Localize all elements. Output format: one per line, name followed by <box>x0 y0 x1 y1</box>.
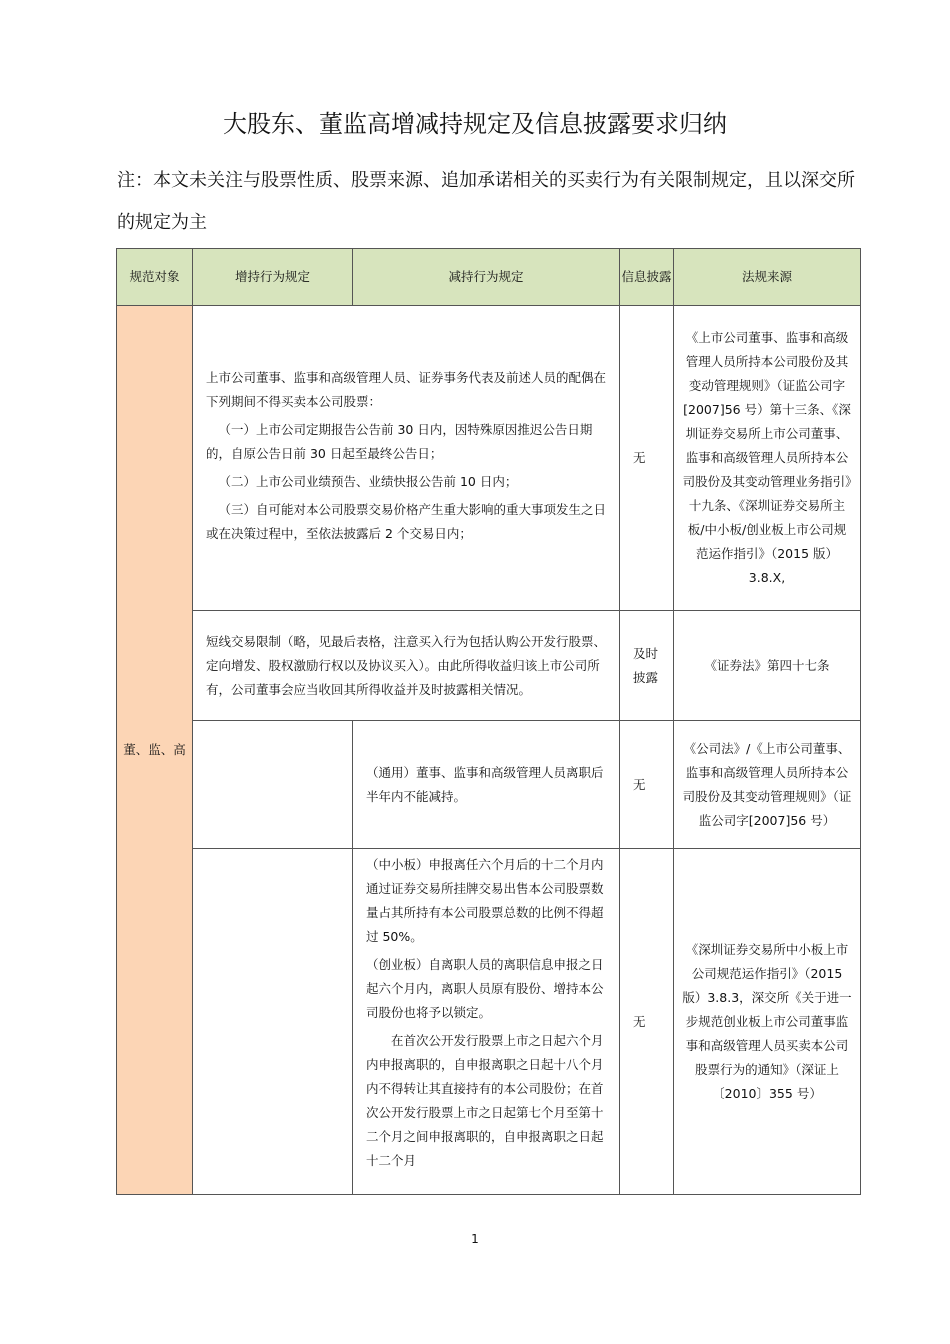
disclosure-cell: 及时披露 <box>620 611 674 721</box>
table-row <box>117 721 861 849</box>
disclosure-cell: 无 <box>620 849 674 1195</box>
document-title: 大股东、董监高增减持规定及信息披露要求归纳 <box>223 110 727 138</box>
source-cell: 《公司法》/《上市公司董事、监事和高级管理人员所持本公司股份及其变动管理规则》（证监公司字[2007]56 号） <box>674 721 861 849</box>
subject-text: 董、监、高 <box>123 742 186 757</box>
source-cell: 《上市公司董事、监事和高级管理人员所持本公司股份及其变动管理规则》（证监公司字[2007]56 号）第十三条、《深圳证券交易所上市公司董事、监事和高级管理人员所持本公司股份及其变动管理业务指引》十九条、《深圳证券交易所主板/中小板/创业板上市公司规范运作指引》（2015 版）3.8.X, <box>674 306 861 611</box>
disclosure-cell: 无 <box>620 306 674 611</box>
rule-item: （一）上市公司定期报告公告前 30 日内，因特殊原因推迟公告日期的，自原公告日前 30 日起至最终公告日； <box>206 422 593 461</box>
rule-intro: 上市公司董事、监事和高级管理人员、证券事务代表及前述人员的配偶在下列期间不得买卖本公司股票： <box>206 370 607 409</box>
increase-cell-empty <box>193 849 353 1195</box>
increase-cell-empty <box>193 721 353 849</box>
table-row <box>117 849 861 1195</box>
reduce-rule <box>353 849 620 1195</box>
header-disclosure: 信息披露 <box>620 249 674 306</box>
table-row <box>117 306 861 611</box>
short-swing-rule: 短线交易限制（略，见最后表格，注意买入行为包括认购公开发行股票、定向增发、股权激励行权以及协议买入）。由此所得收益归该上市公司所有，公司董事会应当收回其所得收益并及时披露相关情况。 <box>193 611 620 721</box>
header-source: 法规来源 <box>674 249 861 306</box>
rule-item: （三）自可能对本公司股票交易价格产生重大影响的重大事项发生之日或在决策过程中，至依法披露后 2 个交易日内； <box>206 502 607 541</box>
trading-window-rule <box>193 306 620 611</box>
source-cell: 《证券法》第四十七条 <box>674 611 861 721</box>
table-row <box>117 611 861 721</box>
subject-cell <box>117 306 193 1195</box>
reduce-rule: （通用）董事、监事和高级管理人员离职后半年内不能减持。 <box>353 721 620 849</box>
disclosure-cell: 无 <box>620 721 674 849</box>
source-cell: 《深圳证券交易所中小板上市公司规范运作指引》（2015 版）3.8.3，深交所《关于进一步规范创业板上市公司董事监事和高级管理人员买卖本公司股票行为的通知》（深证上〔2010〕355 号） <box>674 849 861 1195</box>
document-note: 注：本文未关注与股票性质、股票来源、追加承诺相关的买卖行为有关限制规定，且以深交所的规定为主 <box>117 170 855 233</box>
rule-paragraph: （创业板）自离职人员的离职信息申报之日起六个月内，离职人员原有股份、增持本公司股份也将予以锁定。 <box>366 957 604 1020</box>
header-subject: 规范对象 <box>117 249 193 306</box>
rule-paragraph: 在首次公开发行股票上市之日起六个月内申报离职的，自申报离职之日起十八个月内不得转让其直接持有的本公司股份；在首次公开发行股票上市之日起第七个月至第十二个月之间申报离职的，自申报离职之日起十二个月 <box>366 1033 604 1168</box>
header-increase: 增持行为规定 <box>193 249 353 306</box>
regulation-table <box>116 248 861 1195</box>
rule-paragraph: （中小板）申报离任六个月后的十二个月内通过证券交易所挂牌交易出售本公司股票数量占其所持有本公司股票总数的比例不得超过 50%。 <box>366 857 604 944</box>
rule-item: （二）上市公司业绩预告、业绩快报公告前 10 日内； <box>218 474 518 489</box>
header-reduce: 减持行为规定 <box>353 249 620 306</box>
table-header-row <box>117 249 861 306</box>
page-number: 1 <box>471 1232 479 1246</box>
